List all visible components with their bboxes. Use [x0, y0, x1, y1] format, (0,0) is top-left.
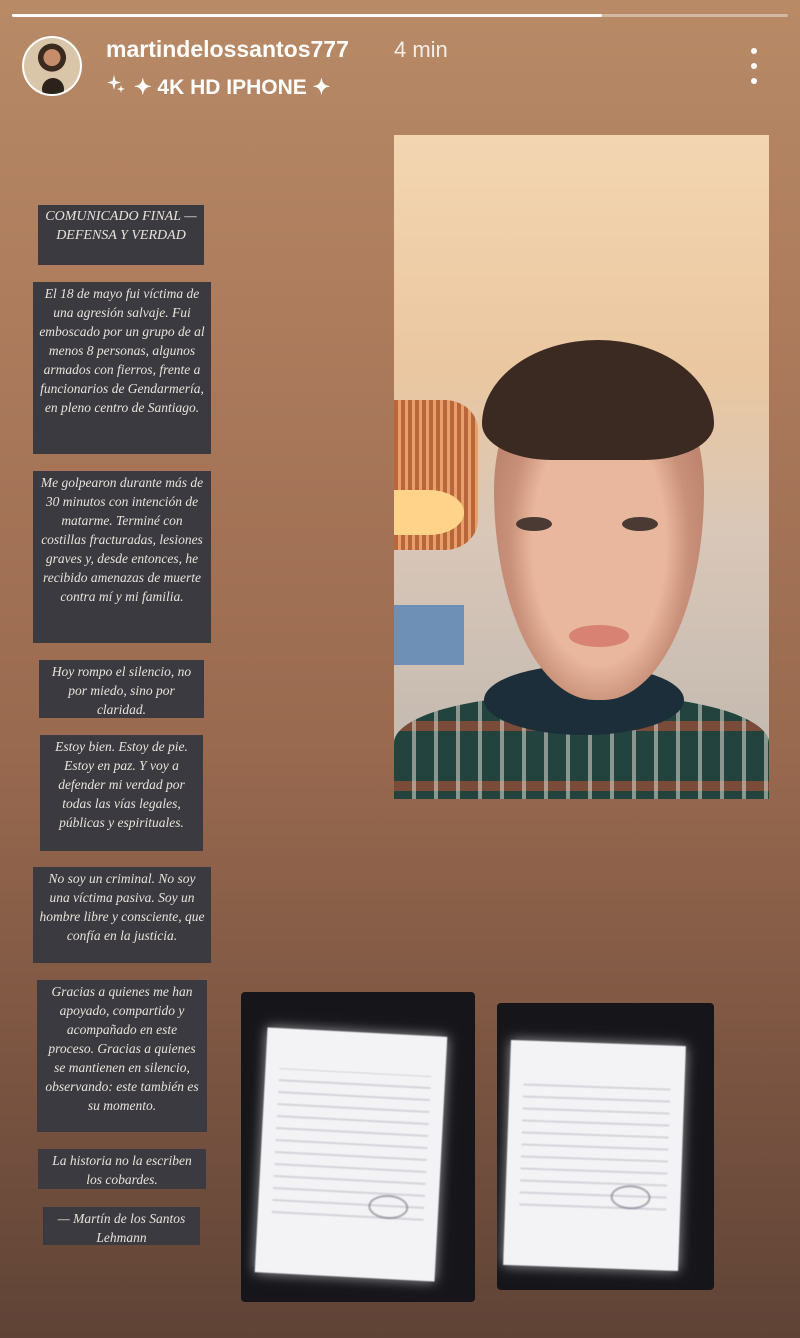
statement-signature: — Martín de los Santos Lehmann: [43, 1207, 200, 1245]
avatar-image: [24, 38, 80, 94]
avatar[interactable]: [22, 36, 82, 96]
left-eye: [516, 517, 552, 531]
story-subtitle-text: ✦ 4K HD IPHONE ✦: [134, 75, 331, 99]
statement-paragraph: Gracias a quienes me han apoyado, compartido y acompañado en este proceso. Gracias a quienes se mantienen en silencio, observando: este también es su momento.: [37, 980, 207, 1132]
more-vertical-icon[interactable]: [746, 48, 762, 84]
right-eye: [622, 517, 658, 531]
sparkles-icon: [106, 74, 126, 100]
story-subtitle: [106, 74, 330, 100]
document-photo: [241, 992, 475, 1302]
mouth: [569, 625, 629, 647]
document-photo: [497, 1003, 714, 1290]
statement-paragraph: No soy un criminal. No soy una víctima pasiva. Soy un hombre libre y consciente, que confía en la justicia.: [33, 867, 211, 963]
statement-title: COMUNICADO FINAL — DEFENSA Y VERDAD: [38, 205, 204, 265]
stamp: [610, 1185, 651, 1210]
hair: [482, 340, 714, 460]
username[interactable]: martindelossantos777: [106, 36, 349, 62]
statement-paragraph: La historia no la escriben los cobardes.: [38, 1149, 206, 1189]
blurred-document: [503, 1040, 686, 1271]
statement-paragraph: Hoy rompo el silencio, no por miedo, sino por claridad.: [39, 660, 204, 718]
story-progress-fill: [12, 14, 602, 17]
lamp-glow: [394, 490, 464, 535]
statement-paragraph: El 18 de mayo fui víctima de una agresión salvaje. Fui emboscado por un grupo de al menos 8 personas, algunos armados con fierros, frente a funcionarios de Gendarmería, en pleno centro de Santiago.: [33, 282, 211, 454]
window-view: [394, 605, 464, 665]
selfie-photo: [394, 135, 769, 799]
blurred-document: [255, 1027, 448, 1281]
statement-paragraph: Me golpearon durante más de 30 minutos con intención de matarme. Terminé con costillas fracturadas, lesiones graves y, desde entonces, he recibido amenazas de muerte contra mí y mi familia.: [33, 471, 211, 643]
stamp: [368, 1194, 409, 1220]
statement-paragraph: Estoy bien. Estoy de pie. Estoy en paz. Y voy a defender mi verdad por todas las vías legales, públicas y espirituales.: [40, 735, 203, 851]
story-progress-bar: [12, 14, 788, 17]
post-time: 4 min: [394, 37, 448, 62]
